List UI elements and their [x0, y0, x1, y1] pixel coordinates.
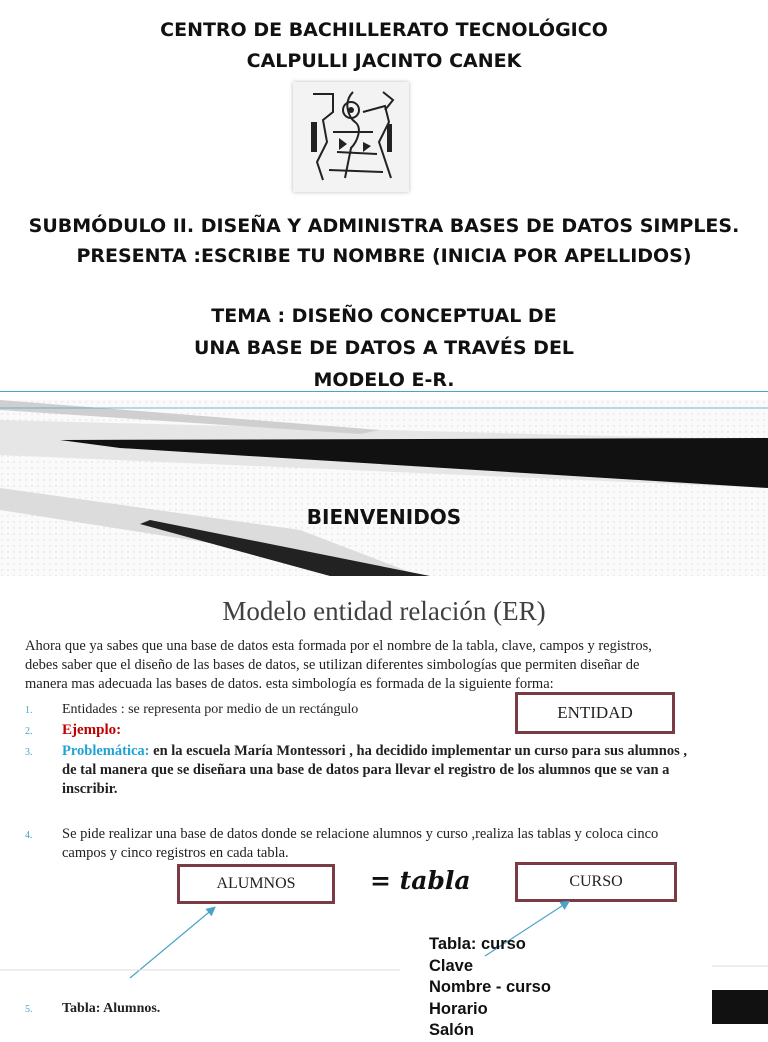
item5-text: Tabla: Alumnos. [62, 1001, 161, 1016]
curso-table-line: Nombre - curso [429, 978, 551, 996]
item2-text: Ejemplo: [62, 722, 122, 738]
equals-tabla: = tabla [370, 866, 471, 895]
topic-line2: UNA BASE DE DATOS A TRAVÉS DEL [193, 337, 575, 359]
welcome-text: BIENVENIDOS [306, 505, 462, 529]
item4-line1: Se pide realizar una base de datos donde se relacione alumnos y curso ,realiza las tablas y coloca cinco [62, 826, 659, 842]
curso-box: CURSO [515, 862, 677, 902]
welcome-banner [0, 400, 768, 576]
item4-text [62, 825, 762, 863]
school-logo [293, 82, 409, 192]
divider-rule [0, 391, 768, 392]
curso-table-line: Tabla: curso [429, 935, 526, 953]
alumnos-box: ALUMNOS [177, 864, 335, 904]
topic-line1: TEMA : DISEÑO CONCEPTUAL DE [211, 305, 557, 327]
corner-decoration [712, 990, 768, 1024]
item3-line3: inscribir. [62, 781, 118, 797]
item4-number: 4. [25, 830, 33, 841]
submodule-title: SUBMÓDULO II. DISEÑA Y ADMINISTRA BASES DE DATOS SIMPLES. [28, 215, 740, 237]
entidad-box: ENTIDAD [515, 692, 675, 734]
item3-number: 3. [25, 747, 33, 758]
intro-line2: debes saber que el diseño de las bases de datos, se utilizan diferentes simbologías que permiten diseñar de [25, 657, 640, 673]
presenter-line: PRESENTA :ESCRIBE TU NOMBRE (INICIA POR APELLIDOS) [76, 245, 692, 267]
item1-text: Entidades : se representa por medio de un rectángulo [62, 702, 359, 717]
item3-text [62, 742, 762, 799]
curso-table-line: Horario [429, 999, 488, 1018]
alumnos-arrow [130, 908, 214, 978]
item5-number: 5. [25, 1004, 33, 1015]
problem-label: Problemática: [62, 743, 150, 759]
topic-line3: MODELO E-R. [313, 369, 455, 391]
item3-line1: en la escuela María Montessori , ha decidido implementar un curso para sus alumnos , [149, 743, 687, 759]
curso-table-description [429, 934, 629, 1042]
school-name-line1: CENTRO DE BACHILLERATO TECNOLÓGICO [160, 19, 608, 41]
content-title: Modelo entidad relación (ER) [222, 596, 546, 626]
item4-line2: campos y cinco registros en cada tabla. [62, 845, 289, 861]
item3-line2: de tal manera que se diseñara una base de datos para llevar el registro de los alumnos que se van a [62, 762, 670, 778]
curso-table-line: Clave [429, 956, 474, 975]
intro-line1: Ahora que ya sabes que una base de datos esta formada por el nombre de la tabla, clave, campos y registros, [25, 638, 652, 654]
item1-number: 1. [25, 705, 33, 716]
school-name-line2: CALPULLI JACINTO CANEK [246, 50, 522, 72]
item2-number: 2. [25, 726, 33, 737]
intro-line3: manera mas adecuada las bases de datos. esta simbología es formada de la siguiente forma: [25, 676, 554, 692]
intro-paragraph [25, 637, 745, 694]
curso-table-line: Salón [429, 1021, 474, 1039]
